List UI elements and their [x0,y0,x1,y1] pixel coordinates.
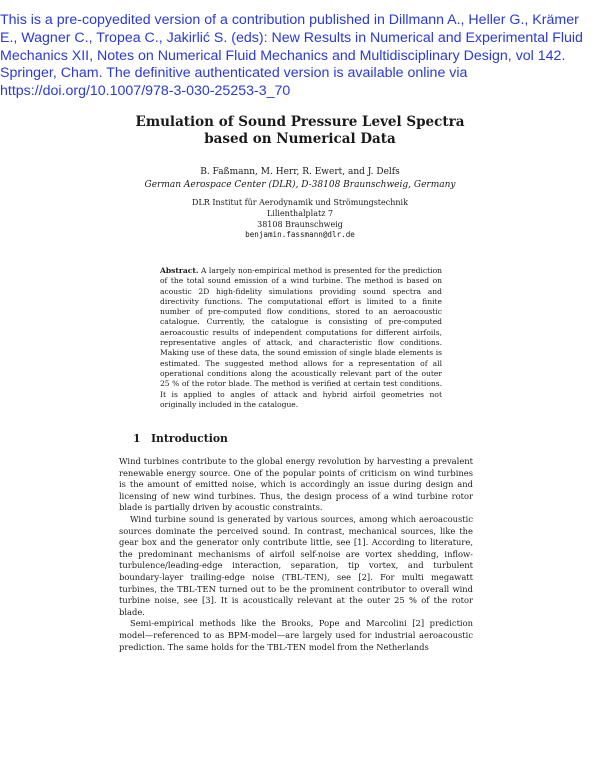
address-line-1: DLR Institut für Aerodynamik und Strömungstechnik [192,198,408,207]
section-title: Introduction [151,432,228,445]
institute-address [0,198,600,241]
paragraph: Semi-empirical methods like the Brooks, Pope and Marcolini [2] prediction model—referenced to as BPM-model—are largely used for industrial aeroacoustic prediction. The same holds for the TBL-TEN model from the Netherlands [119,618,473,652]
paragraph: Wind turbine sound is generated by various sources, among which aeroacoustic sources dominate the perceived sound. In contrast, mechanical sources, like the gear box and the generator only contribute little, see [1]. According to literature, the predominant mechanisms of airfoil self-noise are vortex shedding, inflow-turbulence/leading-edge interaction, separation, tip vortex, and turbulent boundary-layer trailing-edge noise (TBL-TEN), see [2]. For multi megawatt turbines, the TBL-TEN turned out to be the prominent contributor to overall wind turbine noise, see [3]. It is acoustically relevant at the outer 25 % of the rotor blade. [119,513,473,617]
author-names: B. Faßmann, M. Herr, R. Ewert, and J. Delfs [200,167,400,177]
author-affiliation: German Aerospace Center (DLR), D-38108 Braunschweig, Germany [144,180,456,190]
paper-title [0,114,600,148]
paragraph: Wind turbines contribute to the global energy revolution by harvesting a prevalent renewable energy source. One of the popular points of criticism on wind turbines is the amount of emitted noise, which is accordingly an issue during design and licensing of new wind turbines. Thus, the design process of a wind turbine rotor blade is partially driven by acoustic constraints. [119,456,473,513]
notice-text: This is a pre-copyedited version of a contribution published in Dillmann A., Heller G., Krämer E., Wagner C., Tropea C., Jakirlić S. (eds): New Results in Numerical and Experimental Fluid Mechanics XII, Notes on Numerical Fluid Mechanics and Multidisciplinary Design, vol 142. Springer, Cham. The definitive authenticated version is available online via [0,12,583,82]
section-number: 1 [133,432,141,445]
author-block [0,166,600,192]
address-line-3: 38108 Braunschweig [257,219,343,229]
author-email[interactable]: benjamin.fassmann@dlr.de [245,230,355,240]
title-line-1: Emulation of Sound Pressure Level Spectra [135,114,465,130]
abstract-label: Abstract. [160,266,199,275]
section-heading [133,432,228,445]
address-line-2: Lilienthalplatz 7 [266,208,334,218]
introduction-body [119,456,473,653]
abstract-text: A largely non-empirical method is presented for the prediction of the total sound emission of a wind turbine. The method is based on acoustic 2D high-fidelity simulations providing sound spectra and directivity functions. The computational effort is limited to a finite number of pre-computed flow conditions, stored to an aeroacoustic catalogue. Currently, the catalogue is consisting of pre-computed aeroacoustic results of independent computations for different airfoils, representative angles of attack, and characteristic flow conditions. Making use of these data, the sound emission of single blade elements is estimated. The suggested method allows for a representation of all operational conditions along the acoustically relevant part of the outer 25 % of the rotor blade. The method is verified at certain test conditions. It is applied to angles of attack and hybrid airfoil geometries not originally included in the catalogue. [160,266,442,409]
doi-link[interactable]: https://doi.org/10.1007/978-3-030-25253-3_70 [0,83,291,100]
publication-notice [0,12,596,101]
abstract [160,266,442,410]
title-line-2: based on Numerical Data [204,131,396,147]
